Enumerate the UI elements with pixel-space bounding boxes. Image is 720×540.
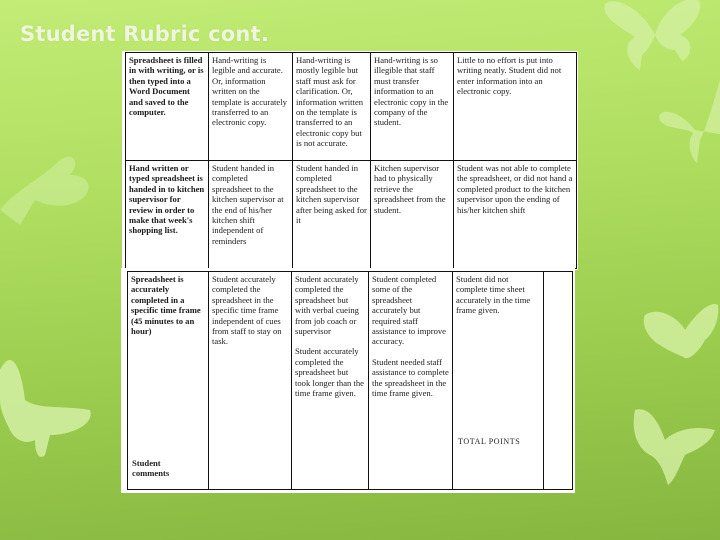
butterfly-decoration-icon bbox=[630, 405, 720, 490]
level-cell: Kitchen supervisor had to physically retrieve the spreadsheet from the student. bbox=[371, 161, 454, 269]
butterfly-decoration-icon bbox=[600, 0, 710, 80]
table-row bbox=[128, 272, 573, 490]
level-cell: Student accurately completed the spreadsheet in the specific time frame independent of cues from staff to stay on task. bbox=[209, 272, 292, 490]
butterfly-decoration-icon bbox=[0, 150, 100, 225]
level-text-extra: Student needed staff assistance to complete the spreadsheet in the time frame given. bbox=[372, 356, 449, 399]
level-cell: Little to no effort is put into writing neatly. Student did not enter information into an electronic copy. bbox=[454, 53, 577, 161]
level-cell: Hand-writing is so illegible that staff must transfer information to an electronic copy in the company of the student. bbox=[371, 53, 454, 161]
level-text: Student completed some of the spreadsheet accurately but required staff assistance to improve accuracy. bbox=[372, 274, 446, 347]
rubric-bottom-table bbox=[127, 271, 573, 490]
table-row bbox=[126, 161, 577, 269]
criterion-cell bbox=[128, 272, 209, 490]
student-comments-label: Student comments bbox=[132, 458, 170, 479]
level-cell: Hand-writing is legible and accurate. Or, information written on the template is accurately transferred to an electronic copy. bbox=[209, 53, 293, 161]
criterion-cell: Hand written or typed spreadsheet is handed in to kitchen supervisor for review in order to make that week's shopping list. bbox=[126, 161, 209, 269]
butterfly-decoration-icon bbox=[640, 300, 720, 365]
level-cell: Student handed in completed spreadsheet to the kitchen supervisor at the end of his/her kitchen shift independent of reminders bbox=[209, 161, 293, 269]
butterfly-decoration-icon bbox=[0, 330, 100, 470]
criterion-text: Spreadsheet is accurately completed in a specific time frame (45 minutes to an hour) bbox=[131, 274, 201, 337]
score-cell bbox=[544, 272, 573, 490]
rubric-top-table bbox=[125, 52, 577, 269]
level-cell bbox=[369, 272, 453, 490]
total-points-label: TOTAL POINTS bbox=[458, 437, 521, 446]
level-cell: Student did not complete time sheet accurately in the time frame given. bbox=[453, 272, 544, 490]
level-text: Student accurately completed the spreadsheet but with verbal cueing from job coach or supervisor bbox=[295, 274, 359, 337]
table-row bbox=[126, 53, 577, 161]
butterfly-decoration-icon bbox=[655, 75, 720, 165]
level-cell: Student was not able to complete the spreadsheet, or did not hand a completed product to the kitchen supervisor upon the ending of his/her kitchen shift bbox=[454, 161, 577, 269]
level-text-extra: Student accurately completed the spreadsheet but took longer than the time frame given. bbox=[295, 346, 364, 399]
criterion-cell: Spreadsheet is filled in with writing, or is then typed into a Word Document and saved to the computer. bbox=[126, 53, 209, 161]
level-cell: Hand-writing is mostly legible but staff must ask for clarification. Or, information written on the template is transferred to an electronic copy but is not accurate. bbox=[293, 53, 371, 161]
slide-title: Student Rubric cont. bbox=[20, 22, 269, 46]
level-cell: Student handed in completed spreadsheet to the kitchen supervisor after being asked for it bbox=[293, 161, 371, 269]
level-cell bbox=[292, 272, 369, 490]
